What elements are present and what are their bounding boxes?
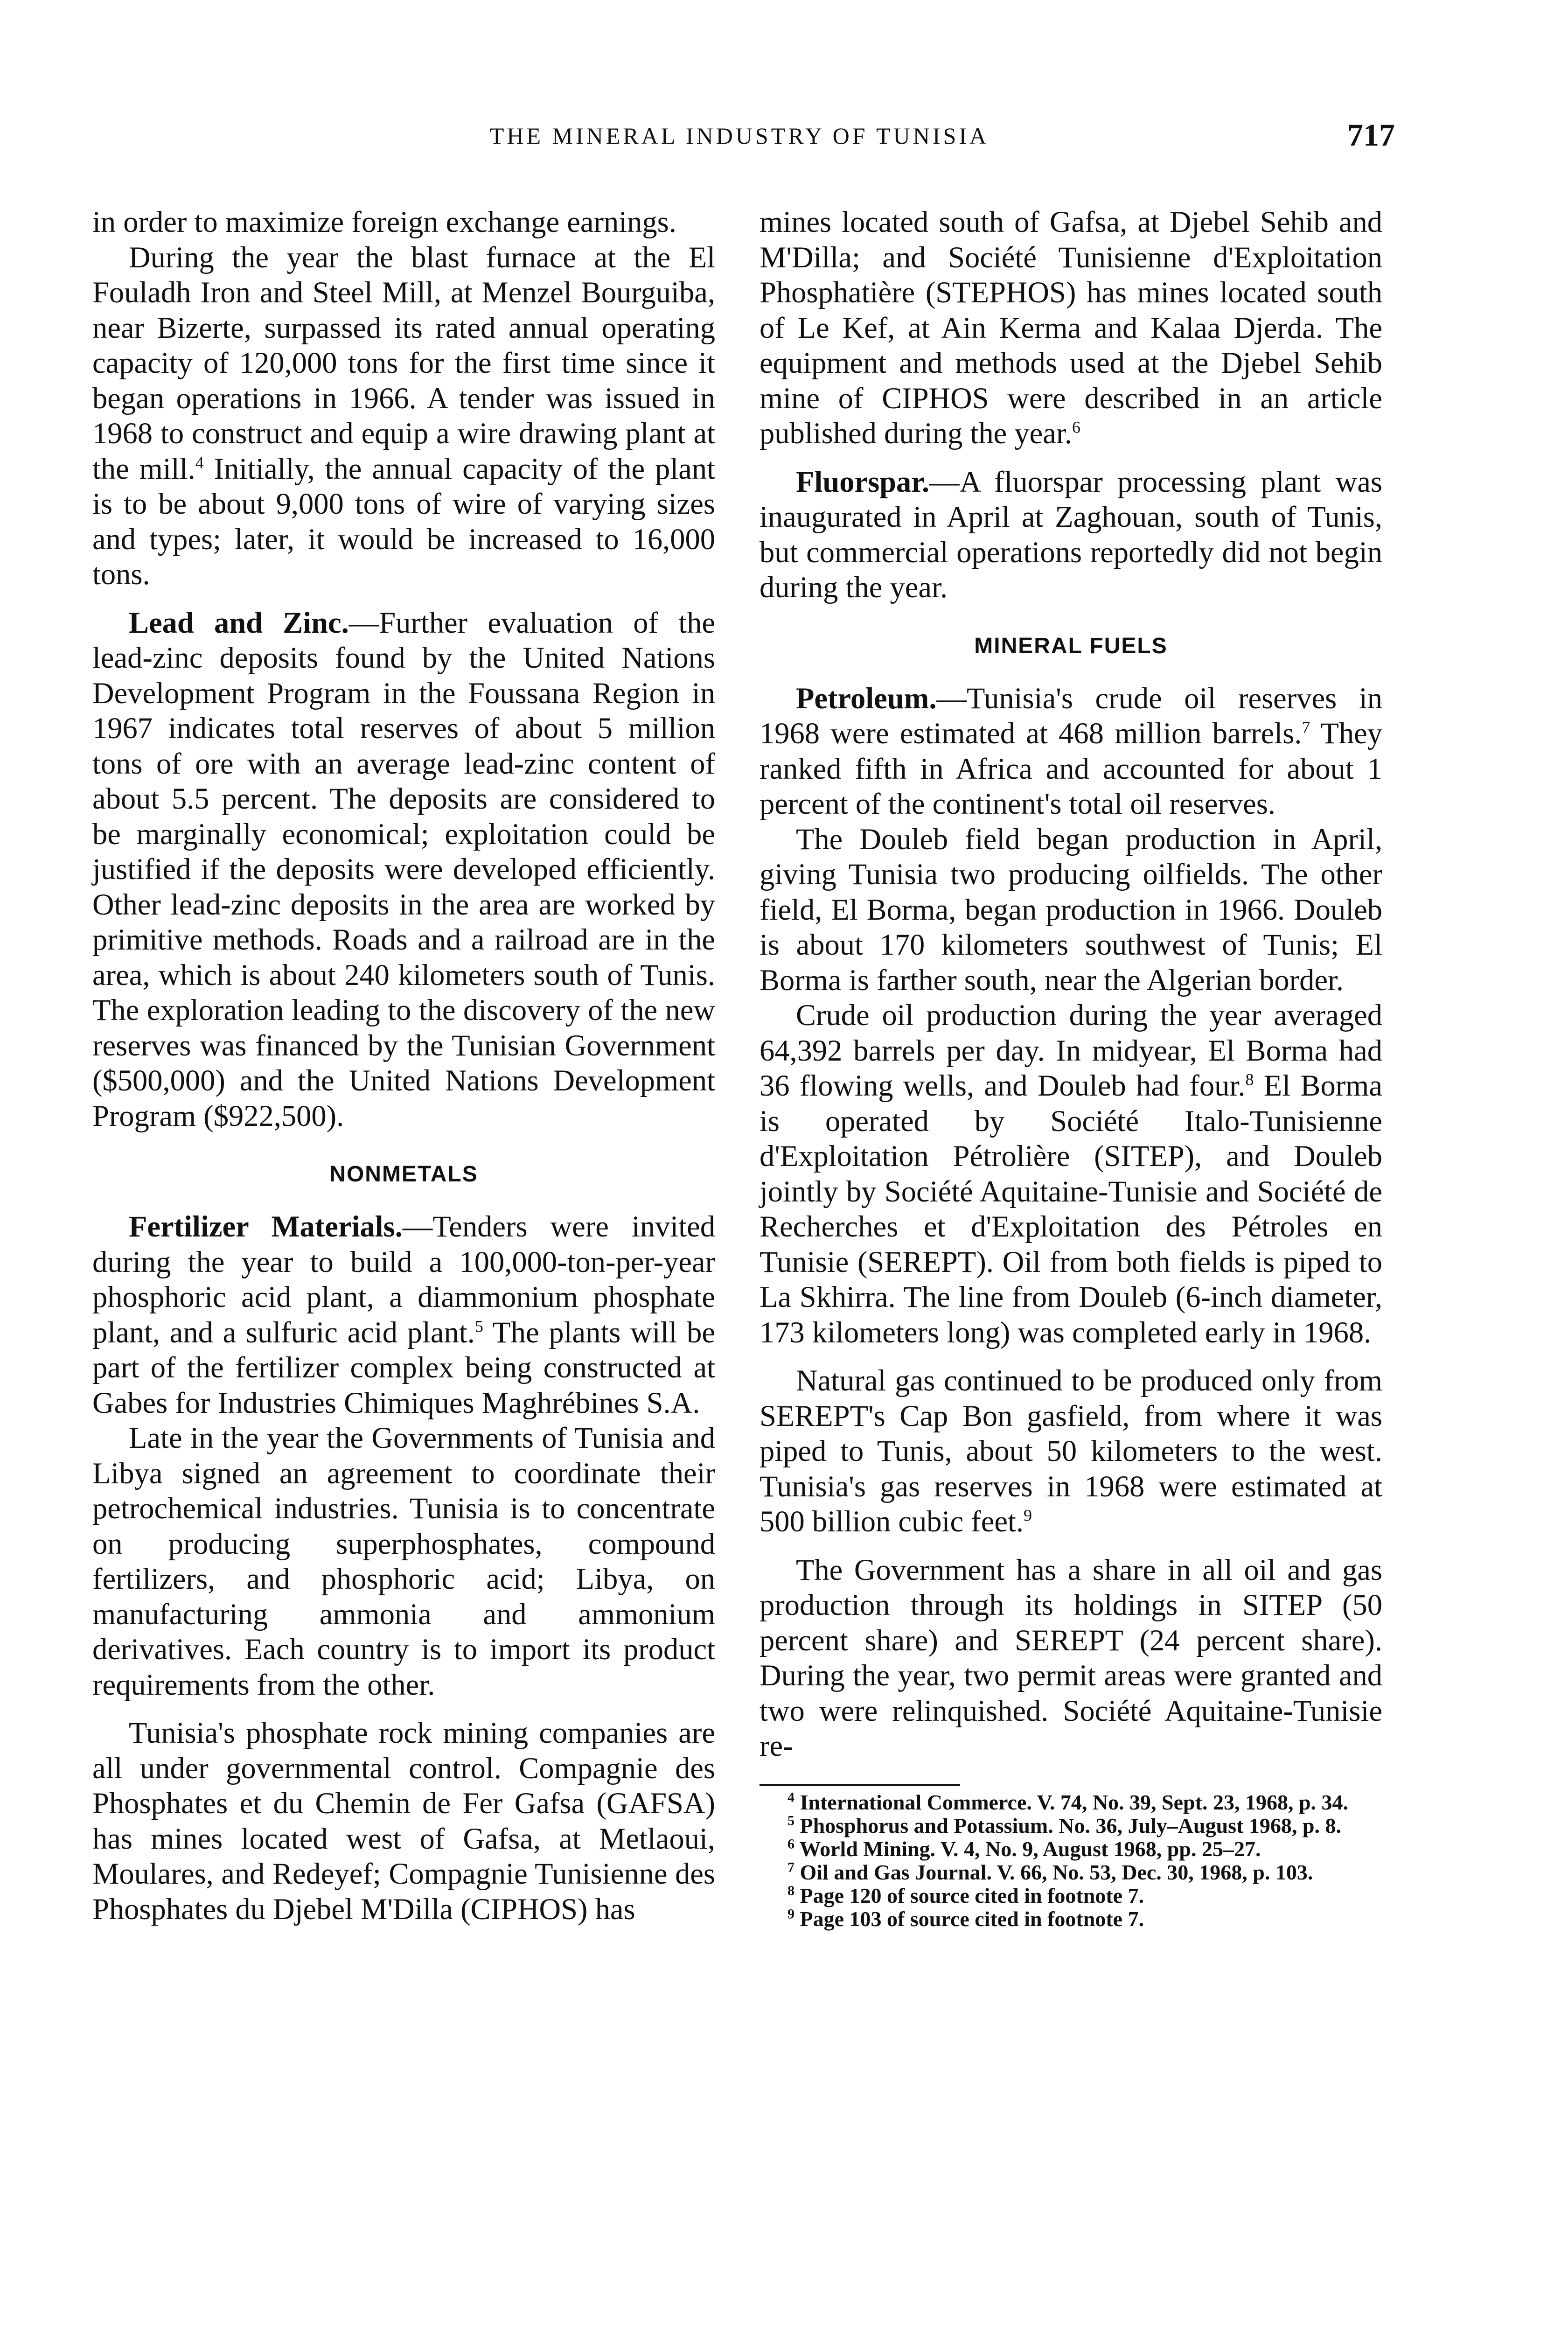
left-column: [92, 204, 715, 1927]
paragraph-foreign-exchange: in order to maximize foreign exchange earnings.: [92, 205, 676, 238]
run-in-heading-petroleum: Petroleum.: [796, 681, 937, 715]
paragraph-text: The plants will be part of the fertilizer complex being constructed at Gabes for Industries Chimiques Maghrébines S.A.: [92, 1315, 715, 1419]
paragraph-natural-gas: [760, 1363, 1382, 1539]
footnotes: [760, 1791, 1382, 1931]
footnote-text: Phosphorus and Potassium. No. 36, July–August 1968, p. 8.: [800, 1813, 1341, 1837]
paragraph-crude-production: [760, 998, 1382, 1350]
right-column: [760, 204, 1382, 1931]
footnote-text: Page 120 of source cited in footnote 7.: [800, 1883, 1144, 1907]
paragraph-fertilizer: [92, 1209, 715, 1420]
section-heading-mineral-fuels: MINERAL FUELS: [974, 633, 1168, 658]
footnote: [760, 1861, 1382, 1884]
footnote: [760, 1791, 1382, 1814]
footnote-text: Oil and Gas Journal. V. 66, No. 53, Dec. 30, 1968, p. 103.: [800, 1860, 1313, 1884]
paragraph-lead-zinc: [92, 605, 715, 1134]
run-in-heading-fluorspar: Fluorspar.: [796, 465, 930, 498]
footnote-text: Page 103 of source cited in footnote 7.: [800, 1907, 1144, 1931]
footnote-mark: 8: [787, 1883, 794, 1899]
paragraph-text: Natural gas continued to be produced only from SEREPT's Cap Bon gasfield, from where it was piped to Tunis, about 50 kilometers to the west. Tunisia's gas reserves in 1968 were estimated at 500 billion cubic feet.: [760, 1364, 1382, 1538]
footnote-ref-4: 4: [195, 453, 204, 472]
paragraph-text: —Tenders were invited during the year to build a 100,000-ton-per-year phosphoric acid plant, a diammonium phosphate plant, and a sulfuric acid plant.: [92, 1210, 716, 1349]
footnote: [760, 1814, 1382, 1837]
paragraph-text: El Borma is operated by Société Italo-Tunisienne d'Exploitation Pétrolière (SITEP), and Douleb jointly by Société Aquitaine-Tunisie and Société de Recherches et d'Exploitation des Pétroles en Tunisie (SEREPT). Oil from both fields is piped to La Skhirra. The line from Douleb (6-inch diameter, 173 kilometers long) was completed early in 1968.: [760, 1069, 1382, 1349]
paragraph-phosphate-mines: [760, 204, 1382, 451]
paragraph-government-share: The Government has a share in all oil and gas production through its holdings in SITEP (50 percent share) and SEREPT (24 percent share). During the year, two permit areas were granted and two were relinquished. Société Aquitaine-Tunisie re-: [760, 1553, 1382, 1762]
footnote-divider: [760, 1784, 960, 1786]
section-heading-nonmetals: NONMETALS: [329, 1162, 478, 1187]
footnote-text: International Commerce. V. 74, No. 39, Sept. 23, 1968, p. 34.: [800, 1790, 1349, 1814]
footnote: [760, 1907, 1382, 1931]
run-in-heading-lead-zinc: Lead and Zinc.: [129, 606, 349, 639]
footnote-ref-9: 9: [1024, 1506, 1032, 1525]
footnote-ref-5: 5: [474, 1317, 483, 1335]
paragraph-text: They ranked fifth in Africa and accounted for about 1 percent of the continent's total oil reserves.: [760, 717, 1382, 820]
run-in-heading-fertilizer: Fertilizer Materials.: [129, 1210, 403, 1243]
footnote-text: World Mining. V. 4, No. 9, August 1968, pp. 25–27.: [799, 1837, 1261, 1861]
paragraph-text: Crude oil production during the year averaged 64,392 barrels per day. In midyear, El Borma had 36 flowing wells, and Douleb had four.: [760, 999, 1382, 1102]
paragraph-text: During the year the blast furnace at the El Fouladh Iron and Steel Mill, at Menzel Bourguiba, near Bizerte, surpassed its rated annual operating capacity of 120,000 tons for the first time since it began operations in 1966. A tender was issued in 1968 to construct and equip a wire drawing plant at the mill.: [92, 240, 715, 485]
paragraph-phosphate-companies: Tunisia's phosphate rock mining companies are all under governmental control. Compagnie des Phosphates et du Chemin de Fer Gafsa (GAFSA) has mines located west of Gafsa, at Metlaoui, Moulares, and Redeyef; Compagnie Tunisienne des Phosphates du Djebel M'Dilla (CIPHOS) has: [92, 1716, 715, 1926]
paragraph-fluorspar: [760, 464, 1382, 605]
paragraph-tunisia-libya: Late in the year the Governments of Tunisia and Libya signed an agreement to coordinate their petrochemical industries. Tunisia is to concentrate on producing superphosphates, compound fertilizers, and phosphoric acid; Libya, on manufacturing ammonia and ammonium derivatives. Each country is to import its product requirements from the other.: [92, 1421, 715, 1701]
paragraph-text: —Further evaluation of the lead-zinc deposits found by the United Nations Development Program in the Foussana Region in 1967 indicates total reserves of about 5 million tons of ore with an average lead-zinc content of about 5.5 percent. The deposits are considered to be marginally economical; exploitation could be justified if the deposits were developed efficiently. Other lead-zinc deposits in the area are worked by primitive methods. Roads and a railroad are in the area, which is about 240 kilometers south of Tunis. The exploration leading to the discovery of the new reserves was financed by the Tunisian Government ($500,000) and the United Nations Development Program ($922,500).: [92, 606, 715, 1132]
paragraph-text: Initially, the annual capacity of the plant is to be about 9,000 tons of wire of varying sizes and types; later, it would be increased to 16,000 tons.: [92, 452, 716, 591]
footnote-ref-6: 6: [1072, 418, 1080, 437]
page-number: 717: [1347, 117, 1395, 153]
paragraph-douleb-field: The Douleb field began production in April, giving Tunisia two producing oilfields. The other field, El Borma, began production in 1966. Douleb is about 170 kilometers southwest of Tunis; El Borma is farther south, near the Algerian border.: [760, 822, 1382, 997]
footnote-mark: 7: [787, 1859, 794, 1875]
footnote-mark: 5: [787, 1813, 794, 1829]
footnote: [760, 1837, 1382, 1861]
paragraph-petroleum: [760, 681, 1382, 822]
paragraph-text: —A fluorspar processing plant was inaugurated in April at Zaghouan, south of Tunis, but commercial operations reportedly did not begin during the year.: [760, 465, 1382, 604]
paragraph-el-fouladh: [92, 240, 715, 592]
footnote: [760, 1884, 1382, 1907]
paragraph-text: mines located south of Gafsa, at Djebel Sehib and M'Dilla; and Société Tunisienne d'Exploitation Phosphatière (STEPHOS) has mines located south of Le Kef, at Ain Kerma and Kalaa Djerda. The equipment and methods used at the Djebel Sehib mine of CIPHOS were described in an article published during the year.: [760, 205, 1382, 450]
footnote-mark: 4: [787, 1789, 794, 1805]
running-head: THE MINERAL INDUSTRY OF TUNISIA: [489, 123, 990, 149]
footnote-ref-7: 7: [1302, 718, 1310, 737]
paragraph-text: —Tunisia's crude oil reserves in 1968 were estimated at 468 million barrels.: [760, 681, 1382, 750]
footnote-mark: 9: [787, 1906, 794, 1922]
footnote-mark: 6: [787, 1836, 794, 1852]
footnote-ref-8: 8: [1245, 1070, 1254, 1089]
